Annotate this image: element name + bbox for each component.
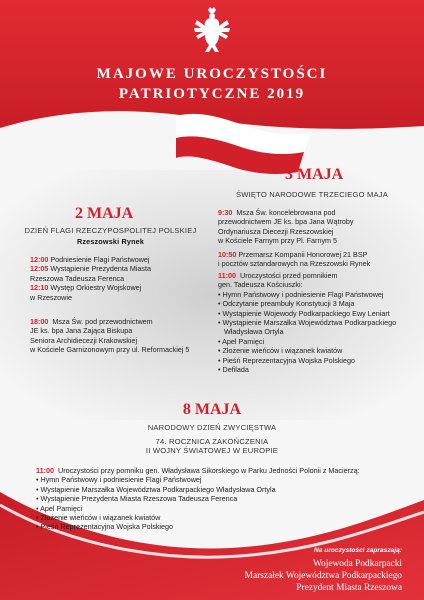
may2-event-text: Występ Orkiestry Wojskowej	[50, 283, 142, 293]
organizer: Marszałek Województwa Podkarpackiego	[244, 571, 402, 581]
may3-ceremony-line: Uroczystości przed pomnikiem	[240, 271, 338, 280]
may2-mass-line: JE ks. bpa Jana Zająca Biskupa	[30, 326, 133, 336]
may2-events	[30, 255, 210, 302]
may2-mass-line: Seniora Archidiecezji Krakowskiej	[30, 335, 138, 345]
list-item: • Złożenie wieńców i wiązanek kwiatów	[36, 513, 406, 522]
may2-event-time: 12:10	[30, 283, 49, 293]
may2-event-text: Rzeszowa Tadeusza Ferenca	[30, 273, 125, 283]
may8-subtitle: NARODOWY DZIEŃ ZWYCIĘSTWA	[147, 423, 277, 432]
list-item: • Wystąpienie Marszałka Województwa Podkarpackiego	[218, 318, 418, 327]
may8-heading: 8 MAJA	[182, 401, 242, 418]
may8-time: 11:00	[36, 466, 54, 475]
poster-title-line2: PATRIOTYCZNE 2019	[118, 86, 306, 102]
may3-assembly-time: 10:50	[218, 250, 237, 259]
may3-mass-line: przewodnictwem JE ks. bpa Jana Wątroby	[218, 217, 354, 227]
may8-anniversary: 74. ROCZNICA ZAKOŃCZENIA	[155, 437, 269, 446]
organizer: Prezydent Miasta Rzeszowa	[296, 583, 402, 593]
may3-mass-time: 9:30	[218, 208, 233, 217]
list-item: • Hymn Państwowy i podniesienie Flagi Państwowej	[218, 290, 418, 299]
may3-program-list	[218, 290, 418, 375]
list-item: • Apel Pamięci	[36, 504, 406, 513]
may3-assembly-line: Przemarsz Kompanii Honorowej 21 BSP	[238, 250, 368, 259]
may3-mass-line: Msza Św. koncelebrowana pod	[236, 208, 336, 217]
may3-mass	[218, 208, 414, 246]
may3-ceremony-time: 11:00	[218, 271, 236, 280]
list-item-continued: Władysława Ortyla	[224, 327, 284, 337]
list-item: • Hymn Państwowy i podniesienie Flagi Państwowej	[36, 475, 406, 484]
may8-program	[36, 466, 406, 532]
organizer: Wojewoda Podkarpacki	[312, 559, 402, 569]
may3-ceremony-line: gen. Tadeusza Kościuszki:	[218, 280, 303, 290]
may2-event-text: Podniesienie Flagi Państwowej	[50, 255, 150, 264]
list-item: • Złożenie wieńców i wiązanek kwiatów	[218, 346, 418, 355]
may2-place: Rzeszowski Rynek	[76, 237, 145, 246]
may2-mass-line: Msza Św. pod przewodnictwem	[52, 317, 153, 326]
list-item: • Wystąpienie Wojewody Podkarpackiego Ewy Leniart	[218, 309, 418, 318]
may3-subtitle: ŚWIĘTO NARODOWE TRZECIEGO MAJA	[235, 190, 389, 199]
may8-anniversary-line2: II WOJNY ŚWIATOWEJ W EUROPIE	[145, 446, 279, 455]
may2-event-text: w Rzeszowie	[30, 292, 72, 302]
may8-program-list	[36, 475, 406, 531]
may3-mass-line: w Kościele Farnym przy Pl. Farnym 5	[218, 236, 338, 246]
list-item: • Odczytanie preambuły Konstytucji 3 Maja	[218, 299, 418, 308]
poster-title-line1: MAJOWE UROCZYSTOŚCI	[96, 66, 328, 82]
white-eagle-icon	[192, 6, 232, 58]
may3-heading: 3 MAJA	[285, 166, 344, 183]
list-item: • Pieśń Reprezentacyjna Wojska Polskiego	[218, 356, 418, 365]
list-item: • Wystąpienie Prezydenta Miasta Rzeszowa Tadeusza Ferenca	[36, 494, 406, 503]
may3-ceremony	[218, 271, 418, 374]
list-item: • Pieśń Reprezentacyjna Wojska Polskiego	[36, 522, 406, 531]
may2-mass	[30, 317, 210, 355]
may2-mass-time: 18:00	[30, 317, 49, 326]
may8-intro: Uroczystości przy pomniku gen. Władysława Sikorskiego w Parku Jedności Polonii z Macierzą:	[58, 466, 360, 475]
may2-heading: 2 MAJA	[75, 205, 134, 222]
organizers-label: Na uroczystości zapraszają:	[314, 547, 402, 554]
may2-event-time: 12:05	[30, 264, 49, 274]
may3-assembly-line: i pocztów sztandarowych na Rzeszowski Rynek	[218, 259, 371, 269]
list-item: • Wystąpienie Marszałka Województwa Podkarpackiego Władysława Ortyla	[36, 485, 406, 494]
list-item: • Defilada	[218, 365, 418, 374]
may2-subtitle: DZIEŃ FLAGI RZECZYPOSPOLITEJ POLSKIEJ	[24, 226, 197, 235]
may2-event-text: Wystąpienie Prezydenta Miasta	[50, 264, 151, 274]
list-item: • Apel Pamięci	[218, 337, 418, 346]
may3-mass-line: Ordynariusza Diecezji Rzeszowskiej	[218, 226, 334, 236]
may2-mass-line: w Kościele Garnizonowym przy ul. Reformackiej 5	[30, 345, 190, 355]
may2-event-time: 12:00	[30, 255, 49, 264]
may3-assembly	[218, 250, 418, 269]
